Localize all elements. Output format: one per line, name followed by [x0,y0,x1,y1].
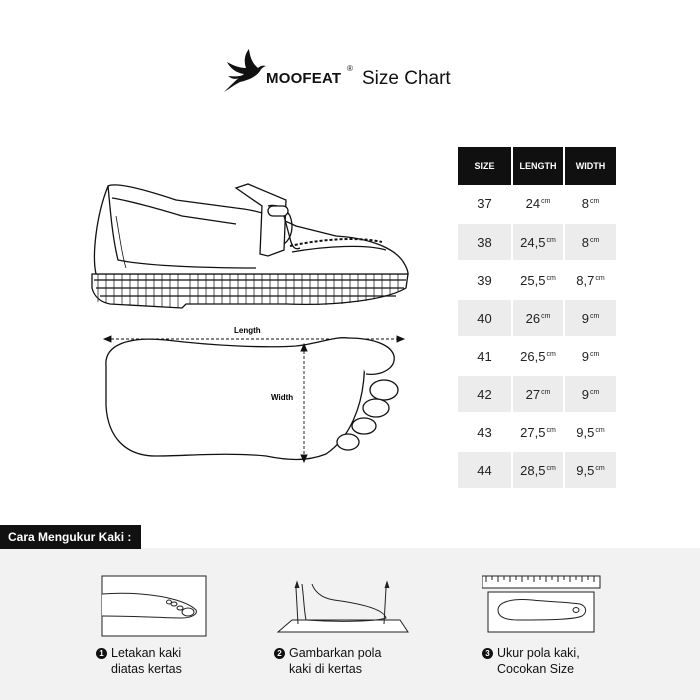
loafer-illustration [92,184,408,308]
table-row [458,223,616,261]
cell-width: $9^{cm}$ [564,375,616,413]
registered-mark: ® [347,64,353,73]
step-1 [96,570,246,690]
cell-size: 38 [458,223,512,261]
cell-width: $9^{cm}$ [564,299,616,337]
cell-width: $8^{cm}$ [564,223,616,261]
header-width: WIDTH [564,147,616,185]
width-label: Width [271,393,294,402]
step-number-badge: 3 [482,648,493,659]
cell-size: 42 [458,375,512,413]
step-number-badge: 1 [96,648,107,659]
how-to-title: Cara Mengukur Kaki : [0,525,141,549]
cell-width: $9,5^{cm}$ [564,413,616,451]
header-length: LENGTH [512,147,564,185]
cell-length: $24,5^{cm}$ [512,223,564,261]
length-label: Length [234,326,261,335]
table-header-row [458,147,616,185]
cell-length: $26^{cm}$ [512,299,564,337]
step-3-text: 3 Ukur pola kaki, Cocokan Size [482,645,632,677]
table-row [458,451,616,489]
cell-size: 41 [458,337,512,375]
cell-size: 43 [458,413,512,451]
table-row [458,299,616,337]
cell-size: 37 [458,185,512,223]
step-3 [482,570,632,690]
foot-on-paper-icon [96,570,216,640]
logo [222,46,522,94]
step-1-text: 1 Letakan kaki diatas kertas [96,645,246,677]
cell-length: $24^{cm}$ [512,185,564,223]
swallow-logo-icon [222,46,268,94]
cell-width: $9,5^{cm}$ [564,451,616,489]
cell-length: $25,5^{cm}$ [512,261,564,299]
header-size: SIZE [458,147,512,185]
cell-length: $26,5^{cm}$ [512,337,564,375]
table-row [458,375,616,413]
cell-length: $28,5^{cm}$ [512,451,564,489]
step-number-badge: 2 [274,648,285,659]
page-title: Size Chart [362,68,451,89]
measure-ruler-icon [482,570,602,640]
foot-outline [106,338,398,460]
cell-length: $27^{cm}$ [512,375,564,413]
table-row [458,261,616,299]
step-2-text: 2 Gambarkan pola kaki di kertas [274,645,424,677]
cell-size: 44 [458,451,512,489]
step-2 [274,570,424,690]
cell-width: $8,7^{cm}$ [564,261,616,299]
size-chart-table [458,147,616,490]
cell-size: 40 [458,299,512,337]
cell-width: $8^{cm}$ [564,185,616,223]
table-row [458,413,616,451]
shoe-foot-diagram [86,176,416,466]
cell-width: $9^{cm}$ [564,337,616,375]
cell-size: 39 [458,261,512,299]
brand-name: MOOFEAT [266,70,342,87]
table-row [458,185,616,223]
cell-length: $27,5^{cm}$ [512,413,564,451]
table-row [458,337,616,375]
header [0,40,700,100]
trace-foot-icon [274,570,414,640]
